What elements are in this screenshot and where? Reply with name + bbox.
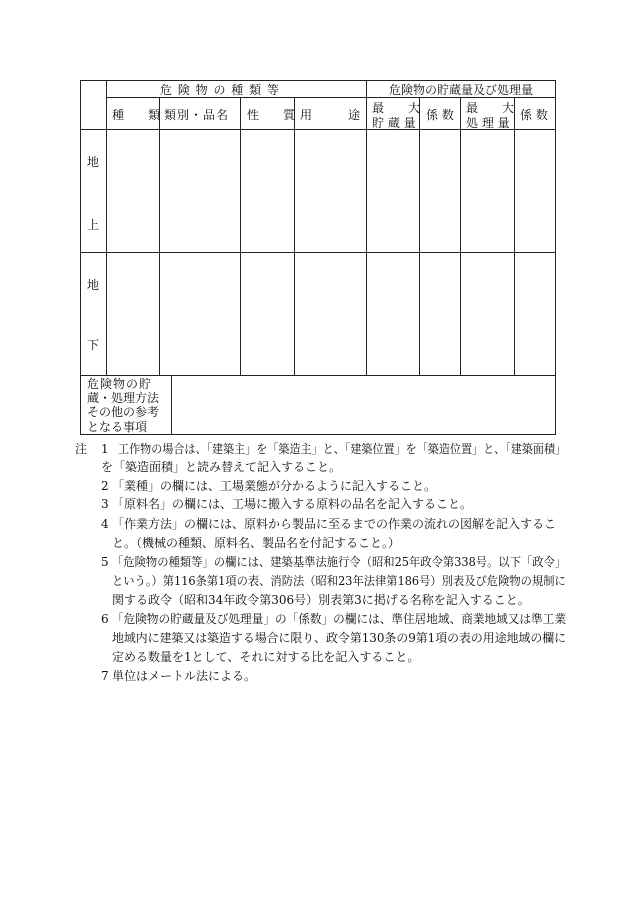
method-label: その他の参考	[87, 405, 160, 419]
table-rule	[294, 97, 295, 375]
header-property: 性 質	[247, 108, 296, 122]
table-rule	[366, 80, 367, 375]
note-line: を「築造面積」と読み替えて記入すること。	[101, 460, 342, 474]
table-rule	[159, 97, 160, 375]
note-number: 2	[101, 479, 109, 493]
table-rule	[106, 80, 107, 375]
table-rule	[80, 375, 556, 376]
note-number: 3	[101, 497, 109, 511]
table-rule	[106, 97, 556, 98]
note-line: 地域内に建築又は築造する場合に限り、政令第130条の9第1項の表の用途地域の欄に	[112, 631, 567, 645]
note-number: 5	[101, 555, 109, 569]
table-rule	[514, 97, 515, 375]
header-max-storage: 最 大	[372, 101, 421, 115]
note-line: 「危険物の貯蔵量及び処理量」の「係数」の欄には、準住居地域、商業地域又は準工業	[112, 612, 566, 626]
header-max-storage: 貯 蔵 量	[372, 116, 416, 130]
method-label: となる事項	[87, 420, 148, 434]
note-line: 関する政令（昭和34年政令第306号）別表第3に掲げる名称を記入すること。	[112, 593, 530, 607]
note-number: 7	[101, 669, 109, 683]
note-line: 「作業方法」の欄には、原料から製品に至るまでの作業の流れの図解を記入するこ	[112, 517, 557, 531]
method-label: 蔵・処理方法	[87, 391, 160, 405]
note-line: 「危険物の種類等」の欄には、建築基準法施行令（昭和25年政令第338号。以下「政令」	[112, 555, 567, 569]
row-label-underground: 地	[87, 278, 100, 292]
header-hazard-type-group: 危 険 物 の 種 類 等	[160, 83, 279, 97]
note-line: と。（機械の種類、原料名、製品名を付記すること。）	[112, 536, 401, 550]
note-line: 工作物の場合は、「建築主」を「築造主」と、「建築位置」を「築造位置」と、「建築面積」	[118, 442, 567, 456]
note-number: 6	[101, 612, 109, 626]
table-rule	[460, 97, 461, 375]
header-max-processing: 最 大	[466, 101, 515, 115]
table-rule	[171, 375, 172, 435]
row-label-underground: 下	[87, 338, 100, 352]
note-line: 定める数量を1として、それに対する比を記入すること。	[112, 650, 420, 664]
table-rule	[419, 97, 420, 375]
table-rule	[240, 97, 241, 375]
note-line: 「業種」の欄には、工場業態が分かるように記入すること。	[112, 479, 437, 493]
note-number: 1	[101, 442, 109, 456]
header-storage-processing-group: 危険物の貯蔵量及び処理量	[389, 83, 534, 97]
row-label-above-ground: 上	[87, 218, 100, 232]
note-number: 4	[101, 517, 109, 531]
note-line: 「原料名」の欄には、工場に搬入する原料の品名を記入すること。	[112, 497, 473, 511]
row-label-above-ground: 地	[87, 155, 100, 169]
header-max-processing: 処 理 量	[466, 116, 510, 130]
header-kind: 種 類	[112, 108, 161, 122]
header-use: 用 途	[300, 108, 361, 122]
header-coefficient: 係 数	[426, 108, 454, 122]
table-rule	[80, 252, 556, 253]
note-line: という。）第116条第1項の表、消防法（昭和23年法律第186号）別表及び危険物の規制に	[112, 574, 566, 588]
notes-prefix: 注	[75, 442, 88, 456]
method-label: 危険物の貯	[87, 377, 153, 391]
header-coefficient: 係 数	[520, 108, 548, 122]
note-line: 単位はメートル法による。	[112, 669, 257, 683]
header-class-name: 類別・品名	[164, 108, 230, 122]
